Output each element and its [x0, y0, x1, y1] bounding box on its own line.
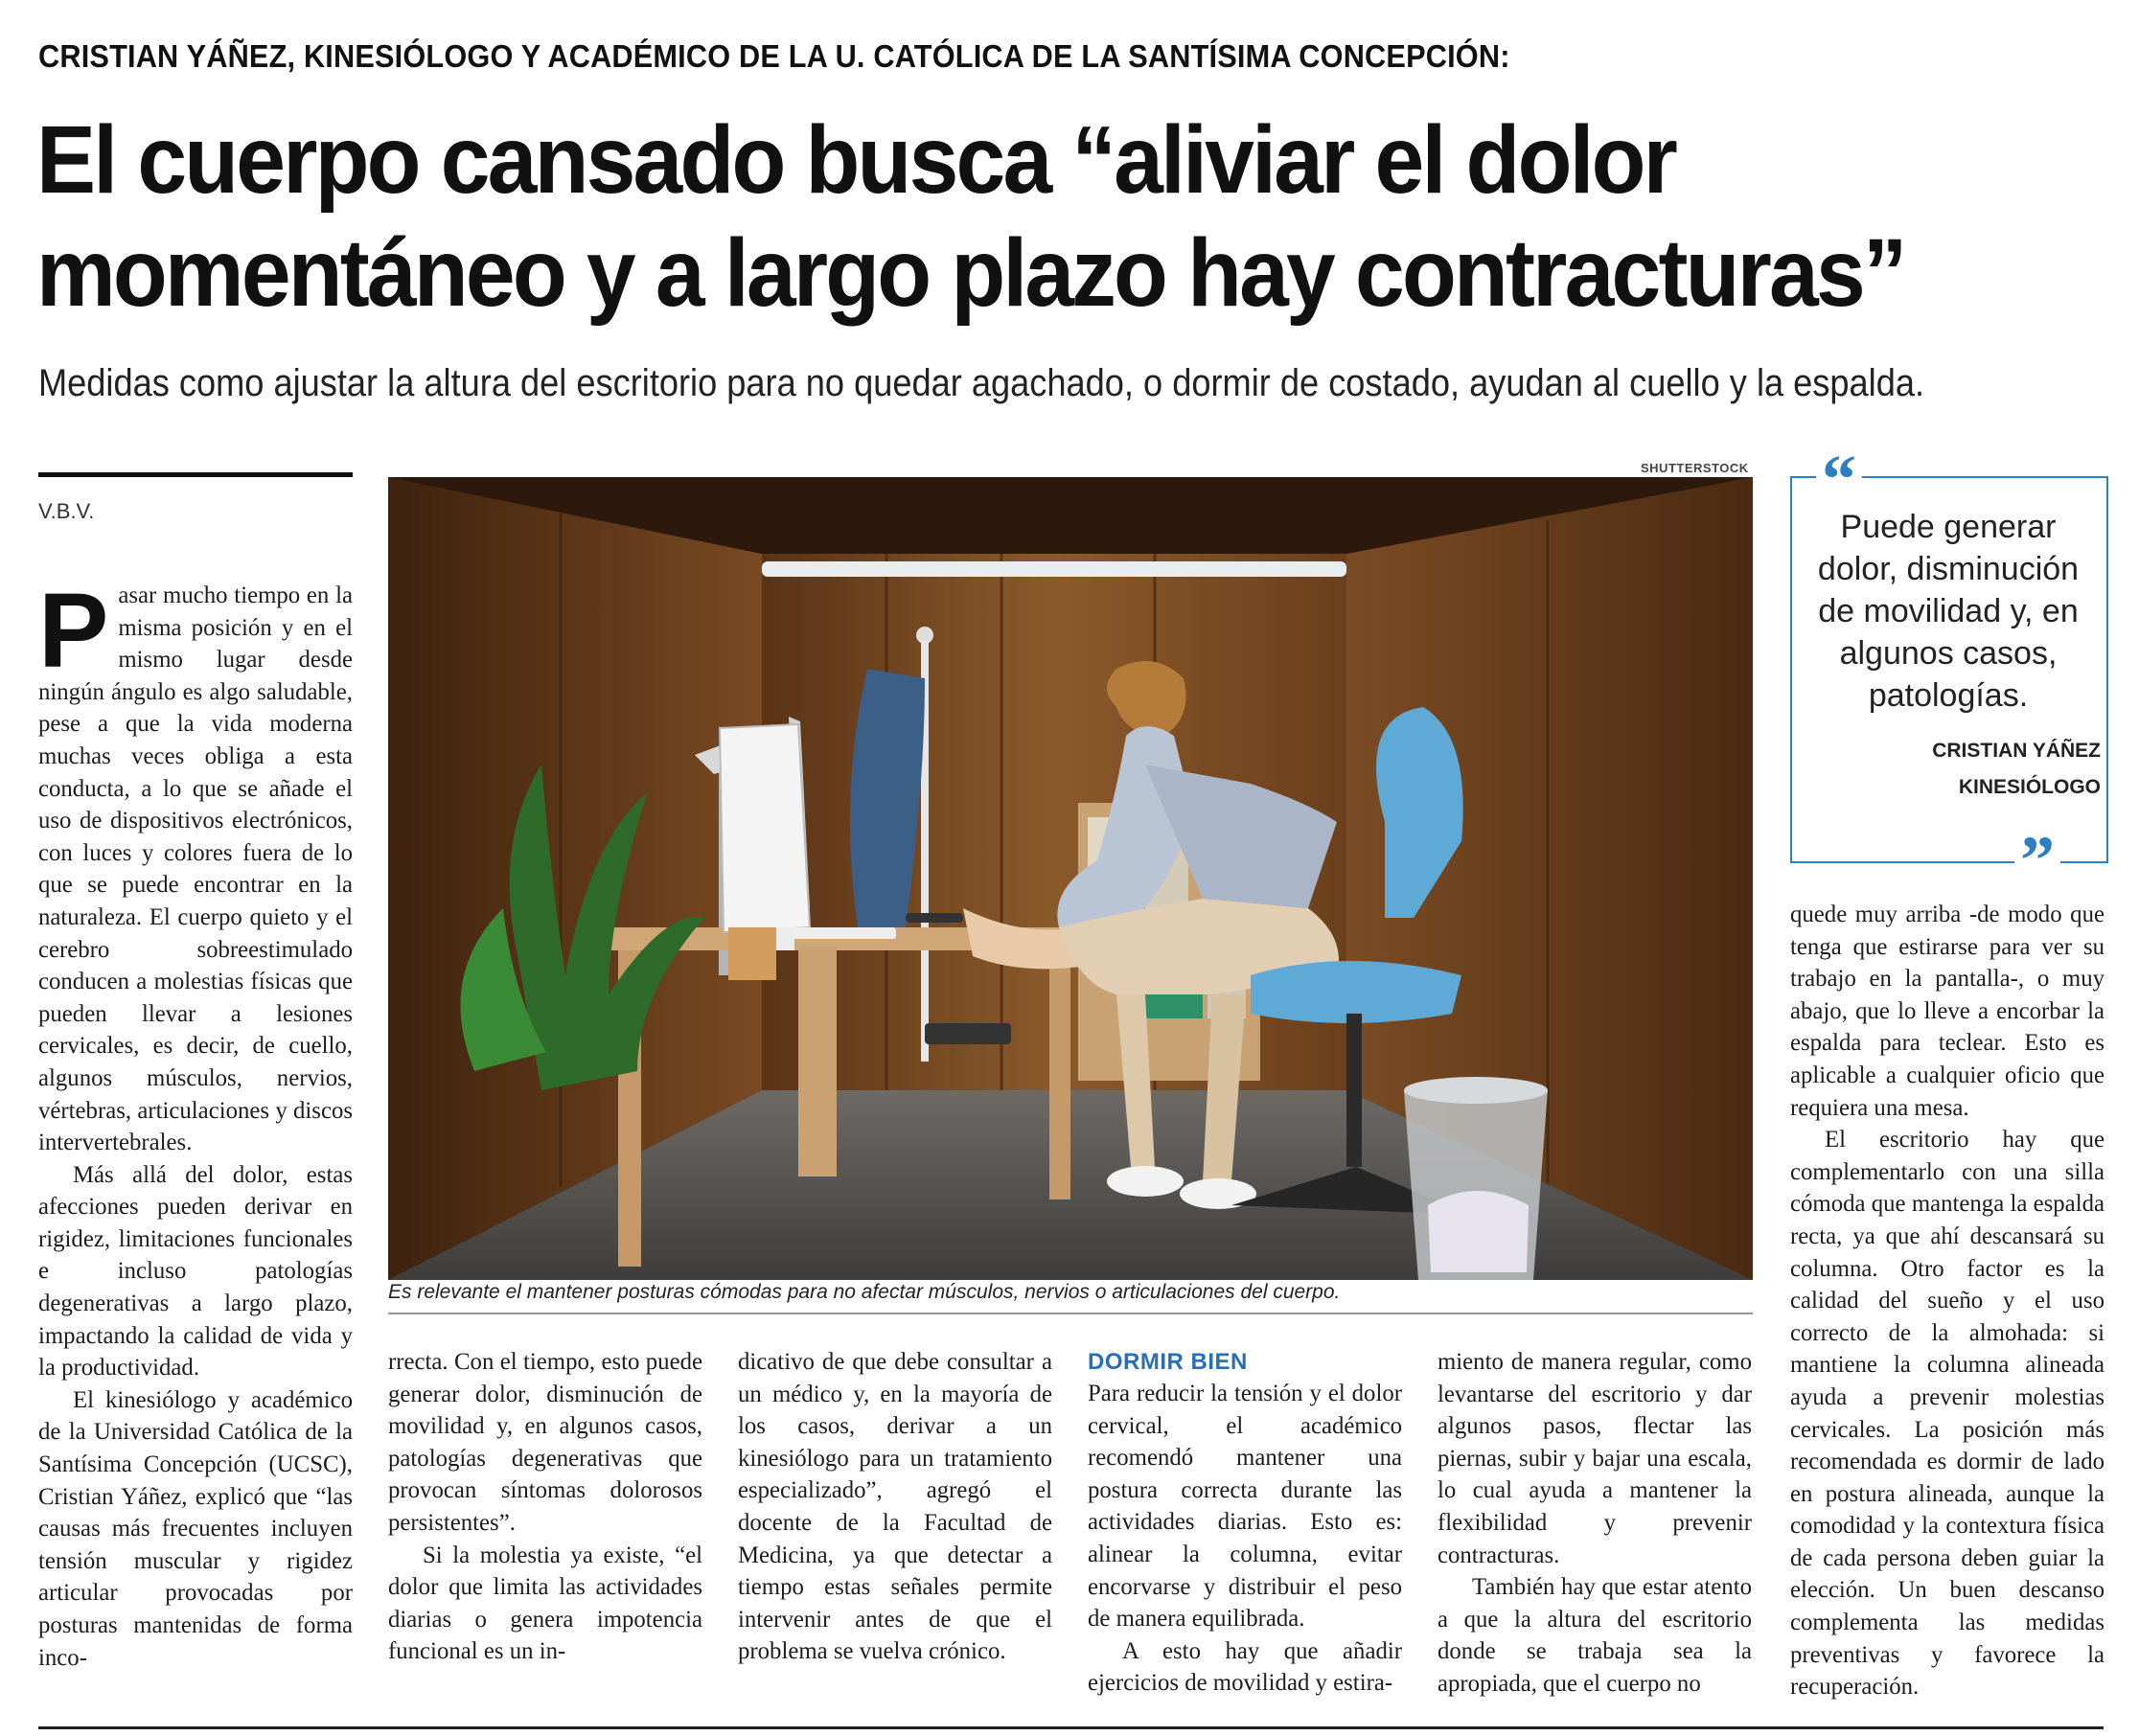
article-column-1	[38, 572, 353, 1674]
paragraph: dicativo de que debe consultar a un médico y, en la mayoría de los casos, derivar a un kinesiólogo para un tratamiento especializado”, agregó el docente de la Facultad de Medicina, ya que detectar a tiempo estas señales permite intervenir antes de que el problema se vuelva crónico.	[738, 1349, 1052, 1665]
pull-quote-role: KINESIÓLOGO	[1958, 776, 2101, 798]
article-photo	[388, 477, 1753, 1280]
photo-credit: SHUTTERSTOCK	[1641, 461, 1749, 475]
paragraph: A esto hay que añadir ejercicios de movilidad y estira-	[1088, 1637, 1402, 1697]
dropcap: P	[38, 572, 109, 690]
paragraph: miento de manera regular, como levantarse del escritorio y dar algunos pasos, flectar las piernas, subir y bajar una escala, lo cual ayuda a mantener la flexibilidad y prevenir contracturas.	[1438, 1349, 1752, 1568]
paragraph: El kinesiólogo y académico de la Universidad Católica de la Santísima Concepción (UCSC), Cristian Yáñez, explicó que “las causas más frecuentes incluyen tensión muscular y rigidez articular provocadas por posturas mantenidas de forma inco-	[38, 1386, 353, 1671]
paragraph: Si la molestia ya existe, “el dolor que limita las actividades diarias o genera impotencia funcional es un in-	[388, 1542, 702, 1665]
paragraph: También hay que estar atento a que la altura del escritorio donde se trabaja sea la apropiada, que el cuerpo no	[1438, 1574, 1752, 1697]
open-quote-icon: “	[1816, 450, 1862, 508]
byline: V.B.V.	[38, 499, 95, 523]
paragraph: Más allá del dolor, estas afecciones pueden derivar en rigidez, limitaciones funcionales e incluso patologías degenerativas a largo plazo, impactando la calidad de vida y la productividad.	[38, 1161, 353, 1382]
photo-caption: Es relevante el mantener posturas cómodas para no afectar músculos, nervios o articulaciones del cuerpo.	[388, 1281, 1341, 1303]
caption-rule	[388, 1313, 1753, 1314]
article-column-2	[388, 1346, 702, 1668]
headline-line-2: momentáneo y a largo plazo hay contracturas”	[36, 219, 1905, 327]
paragraph: Pasar mucho tiempo en la misma posición y en el mismo lugar desde ningún ángulo es algo saludable, pese a que la vida moderna muchas veces obliga a esta conducta, a lo que se añade el uso de dispositivos electrónicos, con luces y colores fuera de lo que se puede encontrar en la naturaleza. El cuerpo quieto y el cerebro sobreestimulado conducen a molestias físicas que pueden llevar a lesiones cervicales, es decir, de cuello, algunos músculos, nervios, vértebras, articulaciones y discos intervertebrales.	[38, 572, 353, 1156]
headline	[36, 103, 1905, 330]
pull-quote-name: CRISTIAN YÁÑEZ	[1932, 740, 2101, 762]
subhead: DORMIR BIEN	[1088, 1349, 1248, 1375]
office-illustration	[388, 477, 1753, 1280]
paragraph: rrecta. Con el tiempo, esto puede generar dolor, disminución de movilidad y, en algunos casos, patologías degenerativas que provocan síntomas dolorosos persistentes”.	[388, 1349, 702, 1536]
byline-rule	[38, 472, 353, 477]
article-column-6	[1790, 899, 2104, 1703]
headline-line-1: El cuerpo cansado busca “aliviar el dolor	[36, 106, 1676, 214]
close-quote-icon: ”	[2014, 832, 2060, 889]
paragraph: El escritorio hay que complementarlo con una silla cómoda que mantenga la espalda recta, ya que ahí descansará su columna. Otro factor es la calidad del sueño y el uso correcto de la almohada: si mantiene la columna alineada ayuda a prevenir molestias cervicales. La posición más recomendada es dormir de lado en postura alineada, aunque la comodidad y la contextura física de cada persona deben guiar la elección. Un buen descanso complementa las medidas preventivas y favorece la recuperación.	[1790, 1127, 2104, 1701]
article-column-5	[1438, 1346, 1752, 1701]
deck: Medidas como ajustar la altura del escritorio para no quedar agachado, o dormir de costado, ayudan al cuello y la espalda.	[38, 362, 1925, 404]
kicker: CRISTIAN YÁÑEZ, KINESIÓLOGO Y ACADÉMICO DE LA U. CATÓLICA DE LA SANTÍSIMA CONCEPCIÓN:	[38, 38, 1510, 74]
paragraph: Para reducir la tensión y el dolor cervical, el académico recomendó mantener una postura correcta durante las actividades diarias. Esto es: alinear la columna, evitar encorvarse y distribuir el peso de manera equilibrada.	[1088, 1381, 1402, 1633]
bottom-rule	[38, 1726, 2104, 1729]
article-column-3	[738, 1346, 1052, 1668]
article-column-4	[1088, 1346, 1402, 1700]
pull-quote-text: Puede generar dolor, disminución de movilidad y, en algunos casos, patologías.	[1817, 509, 2080, 714]
paragraph: quede muy arriba -de modo que tenga que estirarse para ver su trabajo en la pantalla-, o muy abajo, que lo lleve a encorbar la espalda para teclear. Esto es aplicable a cualquier oficio que requiera una mesa.	[1790, 902, 2104, 1121]
